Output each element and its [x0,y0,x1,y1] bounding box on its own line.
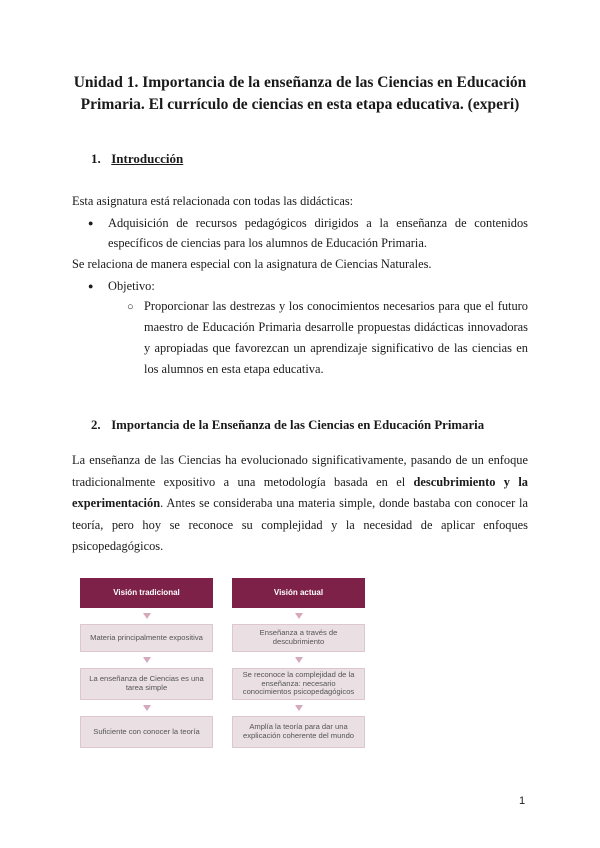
sub-bullet-marker: ○ [127,301,134,313]
traditional-item-1: Materia principalmente expositiva [80,624,213,652]
title-line-2: Primaria. El currículo de ciencias en esta etapa educativa. (experi) [80,96,520,113]
arrow-down-icon [143,613,151,619]
section-1-heading [91,151,183,167]
section-1-number: 1. [91,151,101,166]
current-view-column [232,578,365,748]
section-2-number: 2. [91,418,101,432]
current-item-3: Amplía la teoría para dar una explicación coherente del mundo [232,716,365,748]
intro-paragraph: Esta asignatura está relacionada con todas las didácticas: [72,194,354,208]
paragraph-bold-discovery: descubrimiento y la experimentación [72,474,528,511]
section-2-heading [91,418,484,433]
objective-text: Proporcionar las destrezas y los conocimientos necesarios para que el futuro maestro de Educación Primaria desarrolle propuestas didácticas innovadoras y apropiadas que favorezcan un aprendizaje significativo de las ciencias en los alumnos en esta etapa educativa. [144,299,528,376]
section-1-title: Introducción [111,151,184,166]
current-view-header: Visión actual [232,578,365,608]
paragraph-text-1: La enseñanza de las Ciencias ha evolucionado significativamente, pasando de un enfoque tradicionalmente expositivo a una metodología basada en el [72,453,528,489]
traditional-item-2: La enseñanza de Ciencias es una tarea simple [80,668,213,700]
traditional-item-3: Suficiente con conocer la teoría [80,716,213,748]
page-number: 1 [519,795,526,807]
arrow-down-icon [143,657,151,663]
current-item-1: Enseñanza a través de descubrimiento [232,624,365,652]
comparison-diagram [80,578,368,748]
objective-label: Objetivo: [108,279,155,293]
title-line-1: Unidad 1. Importancia de la enseñanza de las Ciencias en Educación [73,74,527,91]
paragraph-text-2: . Antes se consideraba una materia simple, donde bastaba con conocer la teoría, pero hoy se reconoce su complejidad y la necesidad de aplicar enfoques psicopedagógicos. [72,496,528,554]
relation-paragraph: Se relaciona de manera especial con la asignatura de Ciencias Naturales. [72,257,432,271]
traditional-view-header: Visión tradicional [80,578,213,608]
section-2-title: Importancia de la Enseñanza de las Ciencias en Educación Primaria [111,418,485,432]
traditional-view-column [80,578,213,748]
bullet-item-resources: Adquisición de recursos pedagógicos dirigidos a la enseñanza de contenidos específicos de ciencias para los alumnos de Educación Primaria. [108,216,528,250]
document-title [72,72,528,116]
arrow-down-icon [295,613,303,619]
section-2-paragraph [72,450,528,558]
current-item-2: Se reconoce la complejidad de la enseñanza: necesario conocimientos psicopedagógicos [232,668,365,700]
arrow-down-icon [295,657,303,663]
arrow-down-icon [143,705,151,711]
arrow-down-icon [295,705,303,711]
